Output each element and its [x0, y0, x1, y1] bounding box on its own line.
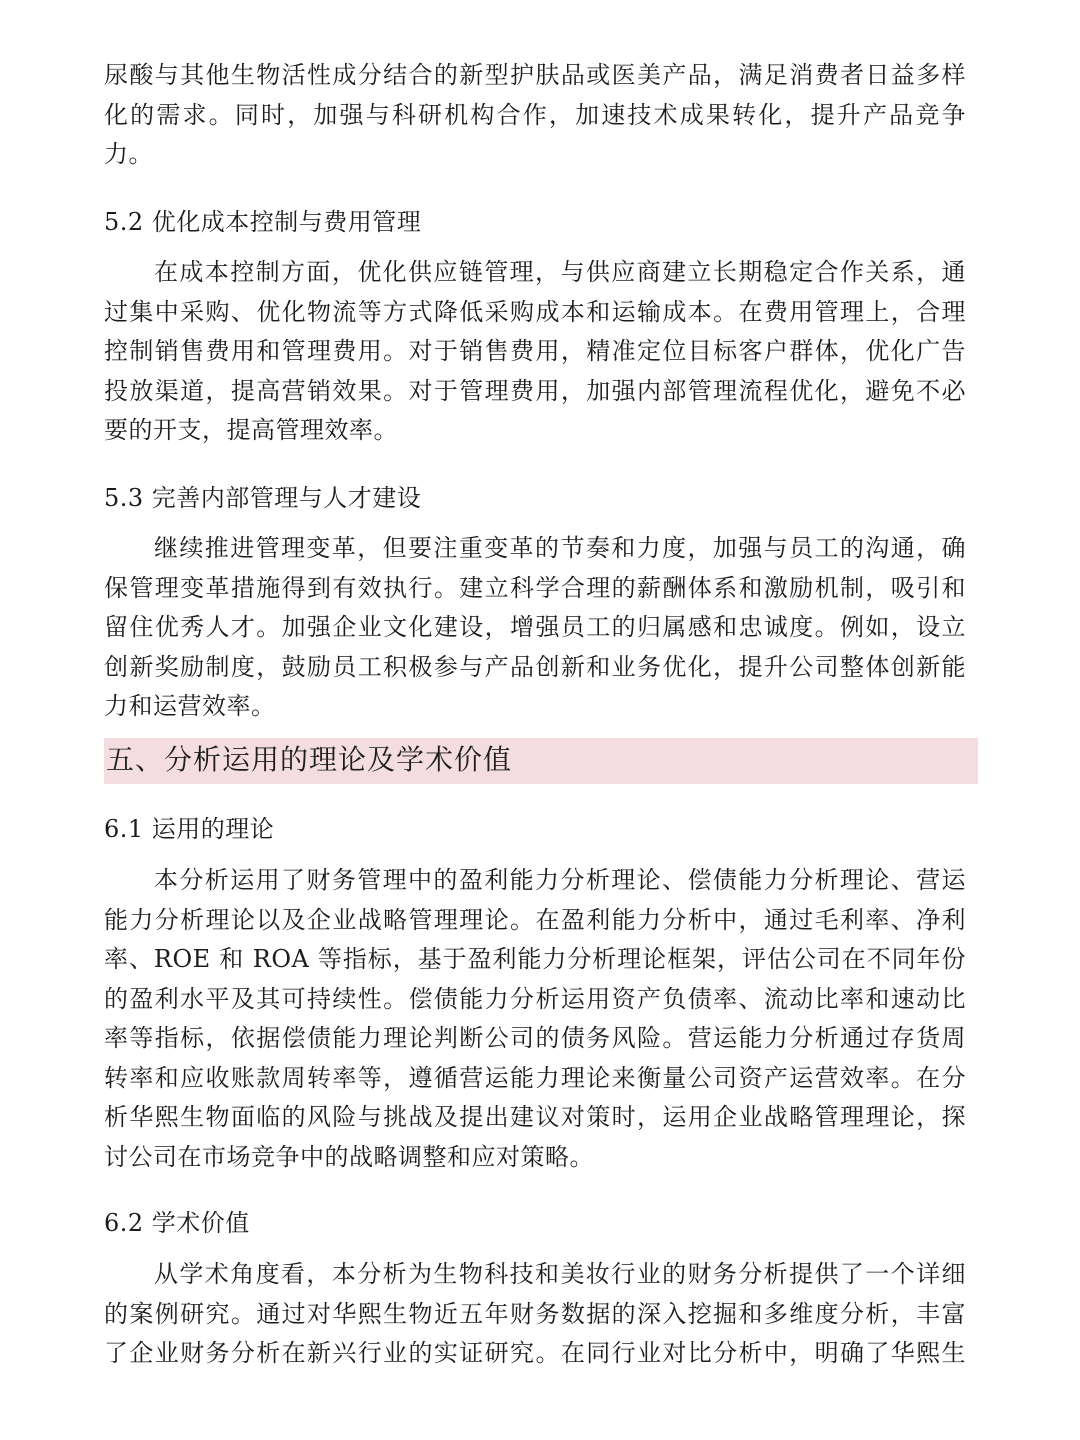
paragraph-line: 本分析运用了财务管理中的盈利能力分析理论、偿债能力分析理论、营运: [154, 866, 966, 894]
section-5-2-paragraph: [104, 253, 966, 451]
section-heading-5-3: 5.3 完善内部管理与人才建设: [104, 484, 422, 512]
paragraph-line: 控制销售费用和管理费用。对于销售费用，精准定位目标客户群体，优化广告: [104, 337, 966, 365]
section-6-1-paragraph: [104, 861, 966, 1177]
paragraph-line: 尿酸与其他生物活性成分结合的新型护肤品或医美产品，满足消费者日益多样: [104, 61, 966, 89]
section-6-2-paragraph: [104, 1255, 966, 1374]
paragraph-line: 留住优秀人才。加强企业文化建设，增强员工的归属感和忠诚度。例如，设立: [104, 613, 966, 641]
paragraph-line: 讨公司在市场竞争中的战略调整和应对策略。: [104, 1142, 594, 1171]
intro-paragraph: [104, 56, 966, 175]
paragraph-line: 转率和应收账款周转率等，遵循营运能力理论来衡量公司资产运营效率。在分: [104, 1063, 966, 1092]
paragraph-line: 在成本控制方面，优化供应链管理，与供应商建立长期稳定合作关系，通: [154, 258, 966, 286]
paragraph-line: 了企业财务分析在新兴行业的实证研究。在同行业对比分析中，明确了华熙生: [104, 1339, 966, 1367]
paragraph-line: 保管理变革措施得到有效执行。建立科学合理的薪酬体系和激励机制，吸引和: [104, 573, 966, 602]
chapter-heading: 五、分析运用的理论及学术价值: [104, 738, 978, 784]
paragraph-line: 率等指标，依据偿债能力理论判断公司的债务风险。营运能力分析通过存货周: [104, 1024, 966, 1052]
paragraph-line: 析华熙生物面临的风险与挑战及提出建议对策时，运用企业战略管理理论，探: [104, 1103, 966, 1131]
paragraph-line: 创新奖励制度，鼓励员工积极参与产品创新和业务优化，提升公司整体创新能: [104, 652, 966, 681]
paragraph-line: 能力分析理论以及企业战略管理理论。在盈利能力分析中，通过毛利率、净利: [104, 905, 966, 934]
paragraph-line: 过集中采购、优化物流等方式降低采购成本和运输成本。在费用管理上，合理: [104, 297, 966, 326]
paragraph-line: 要的开支，提高管理效率。: [104, 416, 398, 444]
paragraph-line: 继续推进管理变革，但要注重变革的节奏和力度，加强与员工的沟通，确: [154, 534, 966, 562]
paragraph-line: 力和运营效率。: [104, 692, 276, 720]
paragraph-line: 力。: [104, 140, 153, 168]
section-heading-5-2: 5.2 优化成本控制与费用管理: [104, 208, 422, 236]
section-heading-6-1: 6.1 运用的理论: [104, 815, 275, 843]
section-heading-6-2: 6.2 学术价值: [104, 1209, 250, 1237]
paragraph-line: 的盈利水平及其可持续性。偿债能力分析运用资产负债率、流动比率和速动比: [104, 984, 966, 1013]
paragraph-line: 率、ROE 和 ROA 等指标，基于盈利能力分析理论框架，评估公司在不同年份: [104, 945, 966, 973]
paragraph-line: 的案例研究。通过对华熙生物近五年财务数据的深入挖掘和多维度分析，丰富: [104, 1299, 966, 1328]
paragraph-line: 从学术角度看，本分析为生物科技和美妆行业的财务分析提供了一个详细: [154, 1260, 966, 1288]
paragraph-line: 投放渠道，提高营销效果。对于管理费用，加强内部管理流程优化，避免不必: [104, 376, 966, 405]
paragraph-line: 化的需求。同时，加强与科研机构合作，加速技术成果转化，提升产品竞争: [104, 100, 966, 129]
section-5-3-paragraph: [104, 529, 966, 727]
